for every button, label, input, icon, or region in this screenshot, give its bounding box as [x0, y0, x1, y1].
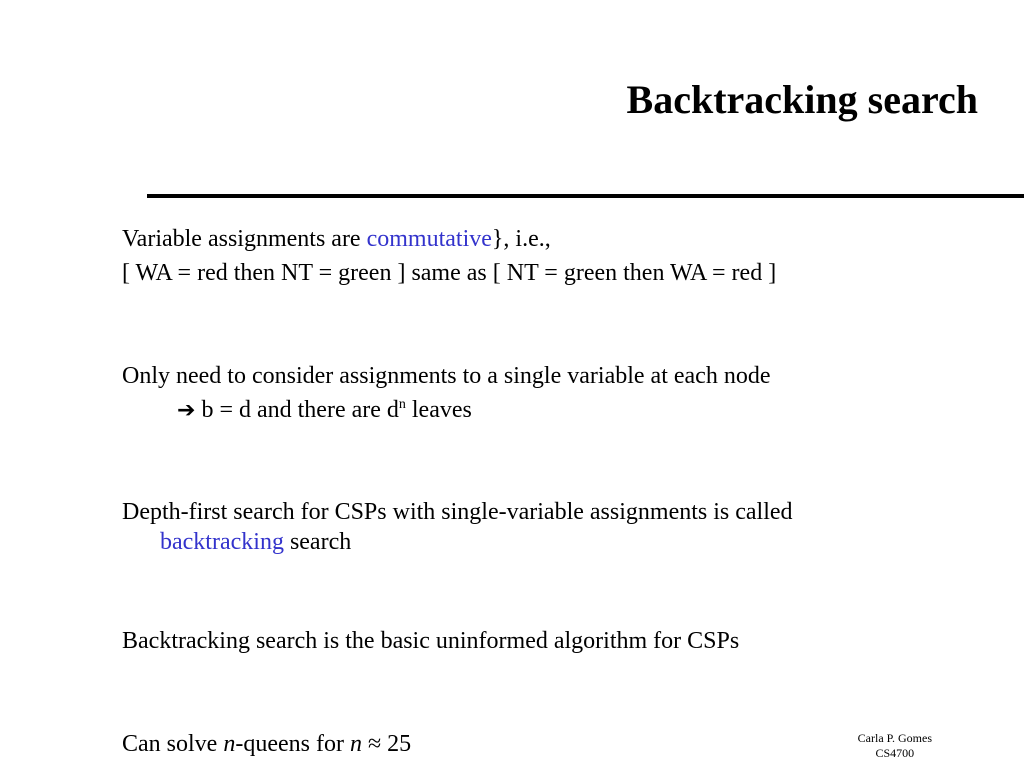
variable-n: n — [223, 731, 236, 757]
arrow-right-icon: ➔ — [177, 398, 196, 423]
footer-author: Carla P. Gomes — [857, 731, 932, 745]
bullet-text: Variable assignments are — [122, 226, 367, 252]
bullet-commutative-line1 — [122, 222, 776, 256]
bullet-depth-first — [122, 495, 793, 555]
bullet-text: b = d and there are d — [201, 397, 399, 423]
bullet-single-variable-line1: Only need to consider assignments to a single variable at each node — [122, 363, 771, 389]
bullet-commutative — [122, 222, 776, 290]
slide-title: Backtracking search — [626, 77, 978, 122]
bullet-text: leaves — [405, 397, 472, 423]
variable-n: n — [349, 731, 362, 757]
bullet-text: }, i.e., — [491, 226, 551, 252]
footer-course: CS4700 — [875, 746, 915, 760]
superscript-n: n — [398, 397, 406, 412]
bullet-single-variable-line2 — [122, 393, 770, 428]
bullet-n-queens — [122, 727, 411, 761]
bullet-single-variable — [122, 359, 770, 428]
bullet-depth-first-line2 — [122, 529, 793, 555]
bullet-text: -queens for — [235, 731, 350, 757]
title-underline — [147, 194, 1024, 198]
highlight-backtracking: backtracking — [160, 529, 284, 555]
slide-footer — [858, 731, 932, 761]
bullet-commutative-line2: [ WA = red then NT = green ] same as [ NT = green then WA = red ] — [122, 260, 777, 286]
bullet-text: Can solve — [122, 731, 224, 757]
bullet-text: search — [283, 529, 352, 555]
bullet-text: ≈ 25 — [361, 731, 412, 757]
bullet-basic-algorithm: Backtracking search is the basic uninformed algorithm for CSPs — [122, 628, 740, 654]
bullet-depth-first-line1: Depth-first search for CSPs with single-variable assignments is called — [122, 499, 793, 525]
highlight-commutative: commutative — [366, 226, 492, 252]
